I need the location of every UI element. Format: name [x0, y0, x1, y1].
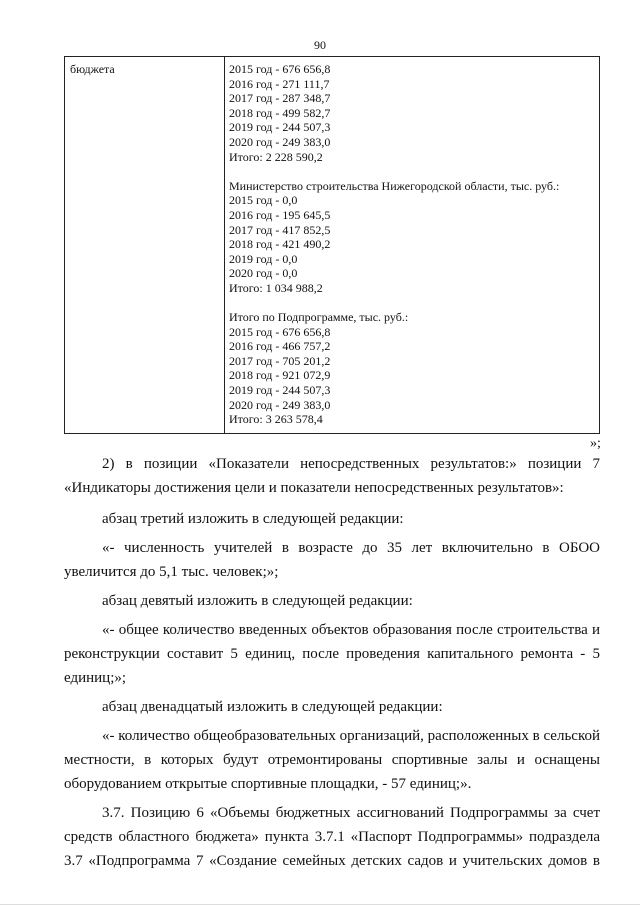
paragraph-third-abzac-heading: абзац третий изложить в следующей редакции:: [102, 511, 404, 527]
table-line: 2017 год - 287 348,7: [229, 91, 331, 106]
paragraph-ninth-abzac-heading: абзац девятый изложить в следующей редакции:: [102, 593, 413, 609]
table-line: 2020 год - 249 383,0: [229, 134, 331, 149]
body-text: [64, 452, 600, 873]
paragraph-twelfth-abzac-heading: абзац двенадцатый изложить в следующей редакции:: [102, 699, 443, 715]
table-line: 2017 год - 705 201,2: [229, 353, 331, 368]
table-line-gap: [229, 296, 559, 311]
paragraph-rural-schools: «- количество общеобразовательных организаций, расположенных в сельской местности, в которых будут отремонтированы спортивные залы и оснащены оборудованием открытые спортивные площадки, - 57 единиц;».: [64, 728, 600, 792]
table-line: 2018 год - 921 072,9: [229, 368, 331, 383]
paragraph-indicators-position: 2) в позиции «Показатели непосредственных результатов:» позиции 7 «Индикаторы достижения цели и показатели непосредственных результатов»:: [64, 456, 600, 496]
table-line: Министерство строительства Нижегородской области, тыс. руб.:: [229, 178, 560, 193]
table-line: 2015 год - 676 656,8: [229, 324, 331, 339]
table-line: 2018 год - 499 582,7: [229, 105, 331, 120]
table-line: 2016 год - 195 645,5: [229, 207, 331, 222]
table-line: Итого: 1 034 988,2: [229, 280, 323, 295]
table-line: 2017 год - 417 852,5: [229, 222, 331, 237]
paragraph-teachers-count: «- численность учителей в возрасте до 35 лет включительно в ОБОО увеличится до 5,1 тыс. человек;»;: [64, 540, 600, 580]
table-column-divider: [224, 57, 225, 433]
table-line: Итого: 2 228 590,2: [229, 149, 323, 164]
table-line: 2019 год - 244 507,3: [229, 383, 331, 398]
table-line: 2015 год - 676 656,8: [229, 62, 331, 76]
closing-quote: »;: [590, 436, 601, 451]
table-line: Итого по Подпрограмме, тыс. руб.:: [229, 310, 409, 325]
table-line: Итого: 3 263 578,4: [229, 412, 323, 427]
table-line: 2020 год - 249 383,0: [229, 397, 331, 412]
paragraph-section-3-7: 3.7. Позицию 6 «Объемы бюджетных ассигнований Подпрограммы за счет средств областного бюджета» пункта 3.7.1 «Паспорт Подпрограммы» подраздела 3.7 «Подпрограмма 7 «Создание семейных детских садов и учительских домов в: [64, 805, 600, 869]
paragraph-objects-count: «- общее количество введенных объектов образования после строительства и реконструкции составит 5 единиц, после проведения капитального ремонта - 5 единиц;»;: [64, 622, 600, 686]
table-line: 2018 год - 421 490,2: [229, 237, 331, 252]
table-line: 2016 год - 466 757,2: [229, 339, 331, 354]
budget-table: [64, 56, 600, 434]
table-line-gap: [229, 164, 559, 179]
table-line: 2016 год - 271 111,7: [229, 76, 330, 91]
table-right-cell: [229, 62, 559, 427]
table-line: 2019 год - 244 507,3: [229, 120, 331, 135]
table-line: 2015 год - 0,0: [229, 193, 298, 208]
table-line: 2020 год - 0,0: [229, 266, 298, 281]
page-number: 90: [314, 38, 326, 52]
table-left-cell: бюджета: [70, 62, 115, 76]
table-line: 2019 год - 0,0: [229, 251, 298, 266]
